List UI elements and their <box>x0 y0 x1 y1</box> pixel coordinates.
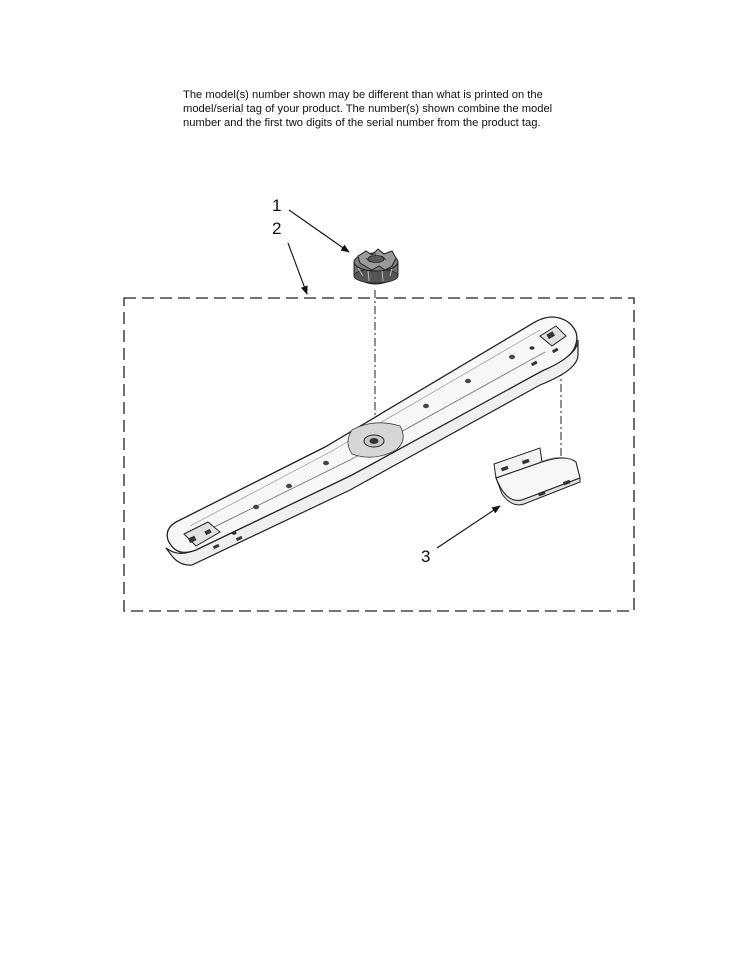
notice-line-2: model/serial tag of your product. The number(s) shown combine the model <box>183 103 553 115</box>
bracket-icon[interactable] <box>494 448 580 505</box>
leader-line-2 <box>288 243 307 294</box>
callout-1[interactable]: 1 <box>272 196 282 215</box>
leader-line-3 <box>437 506 500 548</box>
notice-line-1: The model(s) number shown may be different than what is printed on the <box>183 89 543 101</box>
spray-arm-icon[interactable] <box>166 317 578 565</box>
callout-2[interactable]: 2 <box>272 219 282 238</box>
callout-3[interactable]: 3 <box>421 547 431 566</box>
leader-line-1 <box>289 210 349 252</box>
gear-hub-icon[interactable] <box>354 249 398 284</box>
notice-line-3: number and the first two digits of the serial number from the product tag. <box>183 117 541 129</box>
